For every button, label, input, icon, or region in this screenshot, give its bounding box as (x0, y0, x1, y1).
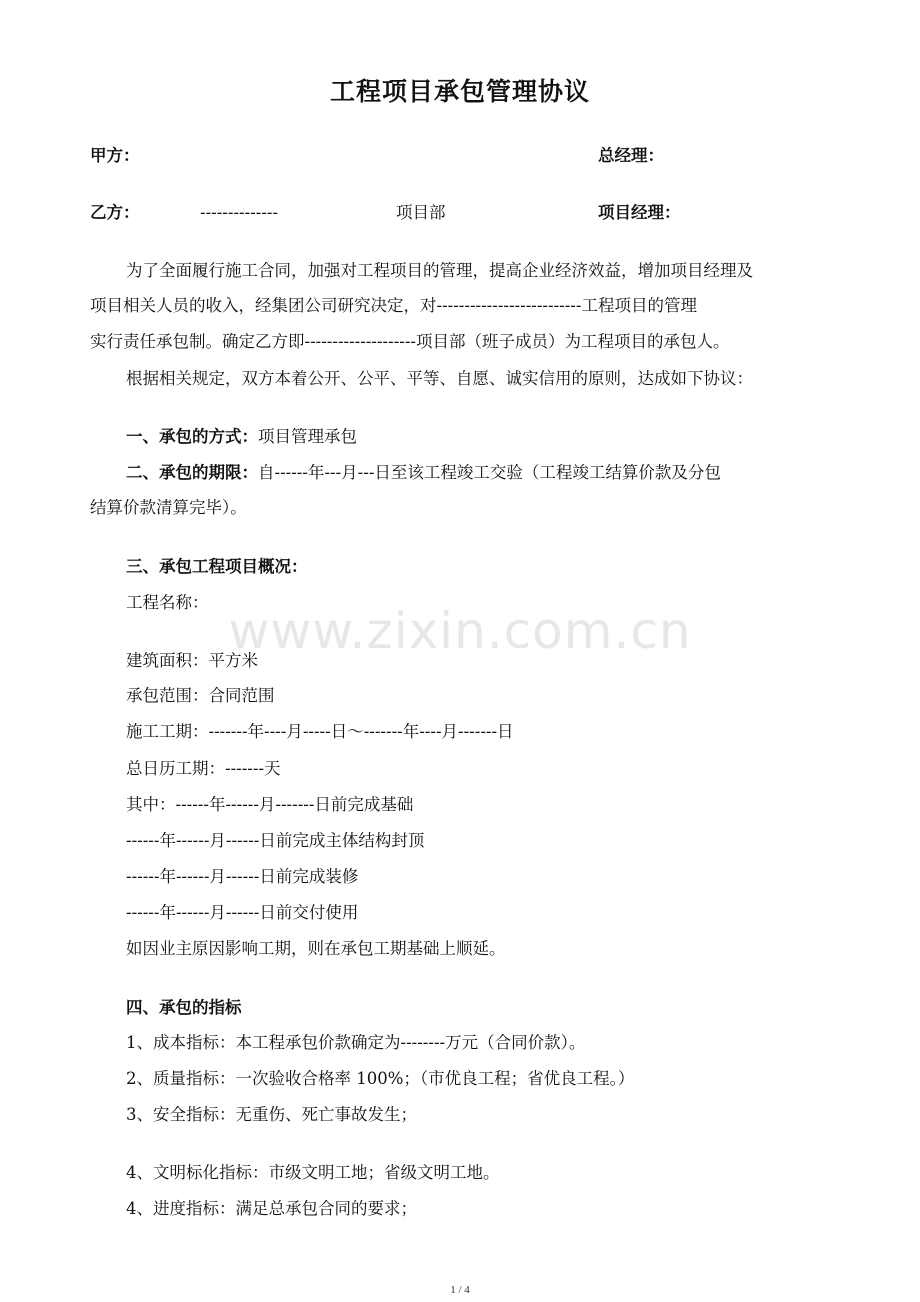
construction-period: 施工工期：-------年----月-----日～-------年----月-------日 (126, 722, 514, 741)
watermark: www.zixin.com.cn (228, 602, 692, 660)
party-b-label: 乙方： (90, 203, 140, 222)
quality-indicator: 2、质量指标：一次验收合格率 100%；（市优良工程；省优良工程。） (126, 1069, 635, 1088)
project-department: 项目部 (396, 203, 446, 222)
civilization-indicator: 4、文明标化指标：市级文明工地；省级文明工地。 (126, 1163, 500, 1182)
page-number: 1 / 4 (450, 1284, 470, 1296)
progress-indicator: 4、进度指标：满足总承包合同的要求； (126, 1199, 417, 1218)
milestone-foundation: 其中：------年------月-------日前完成基础 (126, 795, 414, 814)
intro-line-2: 项目相关人员的收入，经集团公司研究决定，对--------------------------工程项目的管理 (90, 296, 697, 315)
contract-scope: 承包范围：合同范围 (126, 686, 275, 705)
intro-line-4: 根据相关规定，双方本着公开、公平、平等、自愿、诚实信用的原则，达成如下协议： (126, 369, 753, 388)
milestone-delivery: ------年------月------日前交付使用 (126, 903, 359, 922)
section-2-heading: 二、承包的期限： (126, 463, 258, 482)
section-2-text-1: 自------年---月---日至该工程竣工交验（工程竣工结算价款及分包 (258, 463, 721, 482)
milestone-decoration: ------年------月------日前完成装修 (126, 867, 359, 886)
building-area: 建筑面积：平方米 (126, 651, 258, 670)
period-extension-note: 如因业主原因影响工期，则在承包工期基础上顺延。 (126, 939, 506, 958)
party-a-label: 甲方： (90, 146, 140, 165)
intro-line-3: 实行责任承包制。确定乙方即--------------------项目部（班子成员）为工程项目的承包人。 (90, 332, 730, 351)
project-name-label: 工程名称： (126, 593, 209, 612)
section-2 (126, 463, 721, 483)
section-1 (126, 427, 357, 447)
cost-indicator: 1、成本指标：本工程承包价款确定为--------万元（合同价款）。 (126, 1033, 586, 1052)
intro-line-1: 为了全面履行施工合同，加强对工程项目的管理，提高企业经济效益，增加项目经理及 (126, 261, 753, 280)
section-1-text: 项目管理承包 (258, 427, 357, 446)
section-2-text-2: 结算价款清算完毕）。 (90, 498, 247, 517)
safety-indicator: 3、安全指标：无重伤、死亡事故发生； (126, 1105, 417, 1124)
milestone-topping-out: ------年------月------日前完成主体结构封顶 (126, 831, 425, 850)
general-manager-label: 总经理： (598, 146, 664, 165)
total-calendar-days: 总日历工期：-------天 (126, 759, 281, 778)
section-4-heading: 四、承包的指标 (126, 998, 242, 1017)
section-1-heading: 一、承包的方式： (126, 427, 258, 446)
party-b-blank: -------------- (200, 203, 279, 222)
section-3-heading: 三、承包工程项目概况： (126, 557, 308, 576)
document-title: 工程项目承包管理协议 (329, 77, 590, 106)
project-manager-label: 项目经理： (598, 203, 681, 222)
